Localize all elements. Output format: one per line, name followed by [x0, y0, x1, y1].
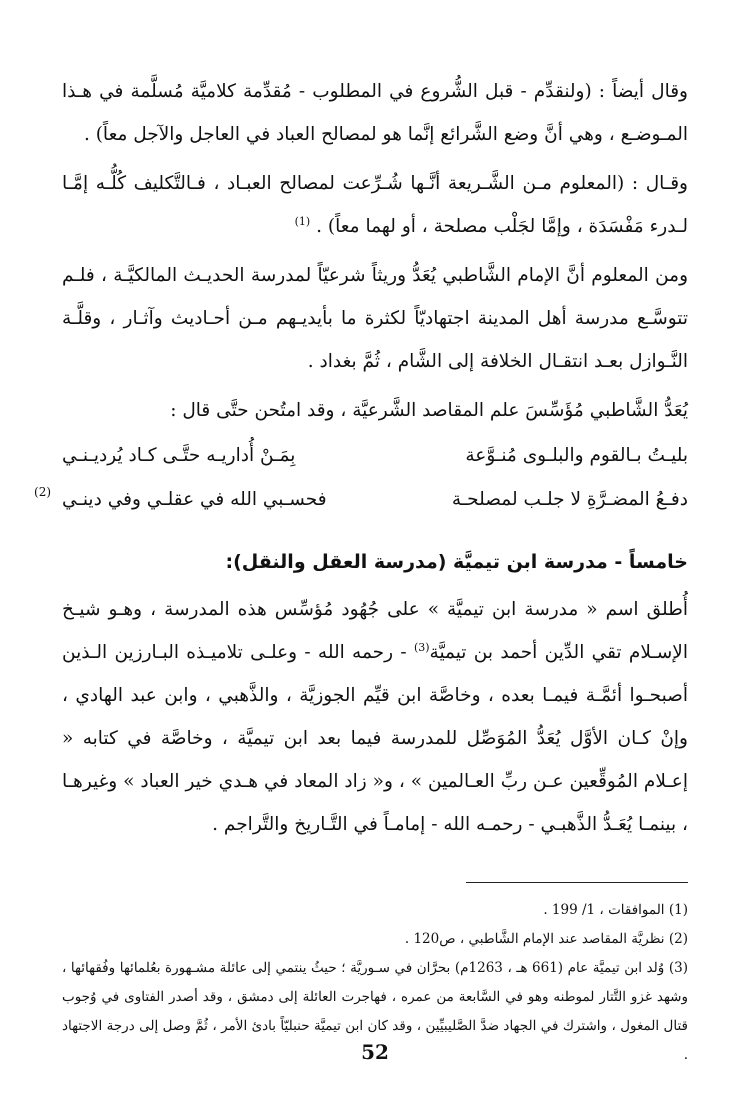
footnote-1: (1) الموافقات ، 1/ 199 . [543, 902, 688, 918]
footnote-separator [466, 882, 688, 883]
paragraph-1: وقال أيضاً : (ولنقدِّم - قبل الشُّروع في المطلوب - مُقدِّمة كلاميَّة مُسلَّمة في هـذا المـوضـع ، وهي أنَّ وضع الشَّرائع إنَّما هو لمصالح العباد في العاجل والآجل معاً) . [62, 81, 688, 145]
footnote-ref-2: (2) [34, 485, 52, 499]
section-heading: خامساً - مدرسة ابن تيميَّة (مدرسة العقل والنقل): [225, 551, 688, 573]
footnote-2: (2) نظريَّة المقاصد عند الإمام الشَّاطبي ، ص120 . [404, 931, 688, 947]
footnote-ref-3: (3) [413, 640, 430, 654]
footnote-ref-1: (1) [294, 214, 311, 228]
paragraph-2 [62, 162, 688, 248]
book-page [34, 70, 689, 1096]
paragraph-2-text: وقـال : (المعلوم مـن الشَّـريعة أنَّـها شُـرِّعت لمصالح العبـاد ، فـالتَّكليف كُلُّـه إمَّـا لـدرء مَفْسَدَة ، وإمَّا لجَلْب مصلحة ، أو لهما معاً) . [62, 173, 688, 237]
verse-1-second-hemistich: بِمَـنْ أُداريـه حتَّـى كـاد يُرديـنـي [62, 445, 296, 466]
verse-line-1 [62, 436, 688, 476]
verse-2-second-hemistich [34, 480, 362, 520]
verse-2-first-hemistich: دفـعُ المضـرَّةِ لا جلـب لمصلحـة [451, 489, 688, 510]
verse-2-second-hemistich-text: فحسـبي الله في عقلـي وفي دينـي [62, 489, 327, 510]
paragraph-3: ومن المعلوم أنَّ الإمام الشَّاطبي يُعَدُّ وريثاً شرعيّاً لمدرسة الحديـث المالكيَّـة ، فلـم تتوسَّـع مدرسة أهل المدينة اجتهاديّاً لكثرة ما بأيديـهم مـن أحـاديث وآثـار ، وقلَّـة النَّـوازل بعـد انتقـال الخلافة إلى الشَّام ، ثُمَّ بغداد . [62, 265, 688, 372]
footnote-3: (3) وُلد ابن تيميَّة عام (661 هـ ، 1263م) بحرَّان في سـوريَّة ؛ حيثُ ينتمي إلى عائلة مشـهورة بعُلمائها وفُقهائها ، وشهد غزو التَّتار لموطنه وهو في السَّابعة من عمره ، فهاجرت العائلة إلى دمشق ، وقد أصدر الفتاوى في وُجوب قتال المغول ، واشترك في الجهاد ضدَّ الصَّليبيِّين ، وقد كان ابن تيميَّة حنبليّاً بادئ الأمر ، ثُمَّ وصل إلى درجة الاجتهاد . [62, 960, 689, 1063]
page-number: 52 [361, 1040, 389, 1064]
paragraph-5-part-b: - رحمه الله - وعلـى تلاميـذه البـارزين الـذين أصبحـوا أئمَّـة فيمـا بعده ، وخاصَّة ابن قيِّم الجوزيَّة ، والذَّهبي ، وابن عبد الهادي ، وإنْ كـان الأوَّل يُعَدُّ المُوَصِّل للمدرسة فيما بعد ابن تيميَّة ، وخاصَّة في كتابه « إعـلام المُوقِّعين عـن ربِّ العـالمين » ، و« زاد المعاد في هـدي خير العباد » وغيرهـا ، بينمـا يُعَـدُّ الذَّهبـي - رحمـه الله - إمامـاً في التَّـاريخ والتَّراجم . [62, 642, 688, 835]
verse-line-2 [34, 480, 688, 520]
verse-1-first-hemistich: بليـتُ بـالقوم والبلـوى مُنـوَّعة [465, 445, 688, 466]
paragraph-4: يُعَدُّ الشَّاطبي مُؤَسِّسَ علم المقاصد الشَّرعيَّة ، وقد امتُحن حتَّى قال : [170, 400, 688, 421]
paragraph-5-part-a: أُطلق اسم « مدرسة ابن تيميَّة » على جُهُود مُؤسِّس هذه المدرسة ، وهـو شيـخ الإسـلام تقي الدِّين أحمد بن تيميَّة [62, 599, 688, 663]
paragraph-5 [62, 588, 688, 846]
